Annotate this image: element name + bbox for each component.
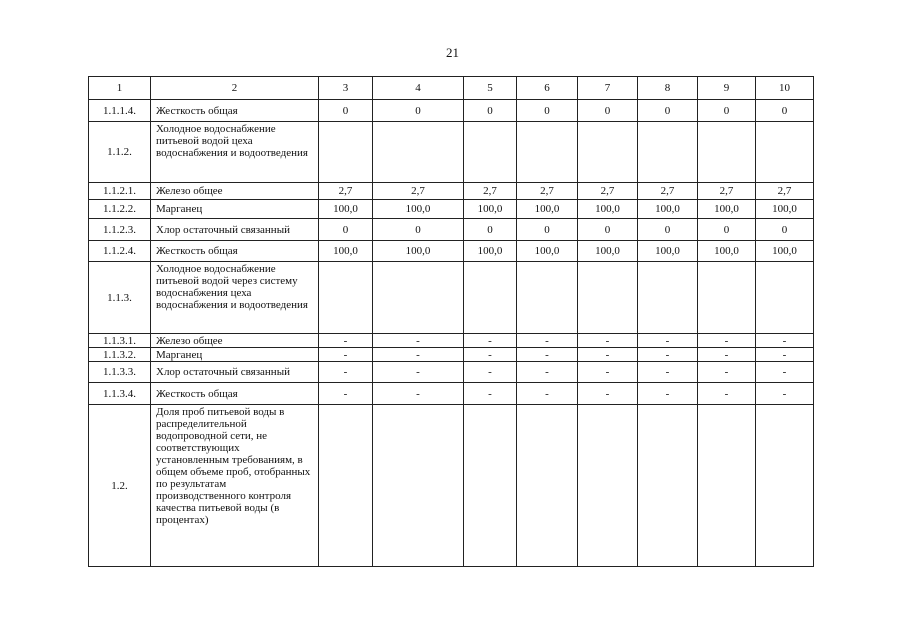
row-value-col-4: - xyxy=(373,334,464,348)
row-code: 1.1.3.4. xyxy=(89,383,151,405)
header-cell: 8 xyxy=(638,77,698,100)
row-indicator-name: Марганец xyxy=(151,200,319,219)
row-value-col-10: 0 xyxy=(756,100,814,122)
row-value-col-4: - xyxy=(373,362,464,383)
row-indicator-name: Железо общее xyxy=(151,334,319,348)
header-cell: 7 xyxy=(578,77,638,100)
row-value-col-10: - xyxy=(756,383,814,405)
row-value-col-5 xyxy=(464,122,517,183)
row-value-col-6: - xyxy=(517,383,578,405)
row-value-col-7: - xyxy=(578,348,638,362)
row-value-col-7: 100,0 xyxy=(578,241,638,262)
row-indicator-name: Жесткость общая xyxy=(151,100,319,122)
header-cell: 1 xyxy=(89,77,151,100)
row-indicator-name: Жесткость общая xyxy=(151,383,319,405)
row-value-col-5 xyxy=(464,405,517,567)
row-indicator-name: Холодное водоснабжение питьевой водой через систему водоснабжения цеха водоснабжения и водоотведения xyxy=(151,262,319,334)
row-value-col-9: 0 xyxy=(698,219,756,241)
header-cell: 9 xyxy=(698,77,756,100)
header-cell: 5 xyxy=(464,77,517,100)
row-value-col-4: 2,7 xyxy=(373,183,464,200)
row-value-col-3: 0 xyxy=(319,100,373,122)
row-value-col-10: 0 xyxy=(756,219,814,241)
table-row xyxy=(89,183,814,200)
table-row xyxy=(89,405,814,567)
row-value-col-6: - xyxy=(517,362,578,383)
row-value-col-9 xyxy=(698,405,756,567)
row-value-col-10: 100,0 xyxy=(756,241,814,262)
table-row xyxy=(89,334,814,348)
row-code: 1.1.3.2. xyxy=(89,348,151,362)
row-value-col-6: 100,0 xyxy=(517,241,578,262)
row-value-col-6: 2,7 xyxy=(517,183,578,200)
row-value-col-7 xyxy=(578,122,638,183)
table-row xyxy=(89,219,814,241)
row-code: 1.1.1.4. xyxy=(89,100,151,122)
row-value-col-8 xyxy=(638,262,698,334)
row-value-col-8: 0 xyxy=(638,100,698,122)
row-value-col-3 xyxy=(319,262,373,334)
row-value-col-10: 2,7 xyxy=(756,183,814,200)
row-value-col-5: 0 xyxy=(464,219,517,241)
table-row xyxy=(89,122,814,183)
row-value-col-5 xyxy=(464,262,517,334)
indicator-table xyxy=(88,76,814,567)
row-value-col-5: - xyxy=(464,383,517,405)
header-cell: 10 xyxy=(756,77,814,100)
row-indicator-name: Доля проб питьевой воды в распределительной водопроводной сети, не соответствующих установленным требованиям, в общем объеме проб, отобранных по результатам производственного контроля качества питьевой воды (в процентах) xyxy=(151,405,319,567)
header-cell: 3 xyxy=(319,77,373,100)
row-value-col-5: - xyxy=(464,362,517,383)
row-value-col-8: - xyxy=(638,362,698,383)
row-value-col-7: 0 xyxy=(578,100,638,122)
row-value-col-4 xyxy=(373,262,464,334)
row-value-col-3: 2,7 xyxy=(319,183,373,200)
row-value-col-9: - xyxy=(698,348,756,362)
row-value-col-4 xyxy=(373,122,464,183)
row-value-col-8 xyxy=(638,122,698,183)
row-value-col-6: - xyxy=(517,348,578,362)
row-code: 1.1.2.1. xyxy=(89,183,151,200)
table-row xyxy=(89,241,814,262)
row-value-col-10: - xyxy=(756,334,814,348)
row-value-col-5: 100,0 xyxy=(464,200,517,219)
row-value-col-5: 100,0 xyxy=(464,241,517,262)
row-value-col-8: 2,7 xyxy=(638,183,698,200)
table-row xyxy=(89,100,814,122)
row-indicator-name: Железо общее xyxy=(151,183,319,200)
row-value-col-4: - xyxy=(373,348,464,362)
row-code: 1.1.2.2. xyxy=(89,200,151,219)
row-value-col-7: 100,0 xyxy=(578,200,638,219)
row-value-col-8 xyxy=(638,405,698,567)
table-row xyxy=(89,348,814,362)
row-value-col-8: - xyxy=(638,383,698,405)
table-row xyxy=(89,362,814,383)
row-indicator-name: Хлор остаточный связанный xyxy=(151,219,319,241)
row-value-col-4: - xyxy=(373,383,464,405)
row-value-col-8: - xyxy=(638,334,698,348)
row-value-col-9: 100,0 xyxy=(698,241,756,262)
row-value-col-10: 100,0 xyxy=(756,200,814,219)
row-value-col-4 xyxy=(373,405,464,567)
row-code: 1.1.2. xyxy=(89,122,151,183)
row-value-col-6 xyxy=(517,122,578,183)
row-value-col-10 xyxy=(756,405,814,567)
row-code: 1.1.3. xyxy=(89,262,151,334)
table-row xyxy=(89,200,814,219)
row-value-col-7: - xyxy=(578,383,638,405)
header-cell: 2 xyxy=(151,77,319,100)
header-cell: 4 xyxy=(373,77,464,100)
row-value-col-8: 0 xyxy=(638,219,698,241)
row-value-col-3: - xyxy=(319,383,373,405)
row-value-col-9: - xyxy=(698,362,756,383)
row-value-col-7: - xyxy=(578,334,638,348)
row-value-col-9: - xyxy=(698,383,756,405)
row-value-col-8: 100,0 xyxy=(638,200,698,219)
row-value-col-10: - xyxy=(756,362,814,383)
row-value-col-9: 2,7 xyxy=(698,183,756,200)
row-value-col-4: 0 xyxy=(373,100,464,122)
row-value-col-9: 100,0 xyxy=(698,200,756,219)
row-value-col-7 xyxy=(578,405,638,567)
row-value-col-6: 0 xyxy=(517,219,578,241)
row-code: 1.2. xyxy=(89,405,151,567)
row-value-col-4: 100,0 xyxy=(373,200,464,219)
row-value-col-3 xyxy=(319,122,373,183)
row-value-col-4: 0 xyxy=(373,219,464,241)
row-code: 1.1.3.1. xyxy=(89,334,151,348)
row-value-col-3: - xyxy=(319,362,373,383)
row-value-col-3: 100,0 xyxy=(319,241,373,262)
row-value-col-8: - xyxy=(638,348,698,362)
row-indicator-name: Хлор остаточный связанный xyxy=(151,362,319,383)
row-value-col-5: 2,7 xyxy=(464,183,517,200)
row-indicator-name: Холодное водоснабжение питьевой водой цеха водоснабжения и водоотведения xyxy=(151,122,319,183)
row-value-col-7: 2,7 xyxy=(578,183,638,200)
row-value-col-9 xyxy=(698,122,756,183)
row-value-col-9 xyxy=(698,262,756,334)
row-value-col-3: - xyxy=(319,334,373,348)
row-value-col-5: 0 xyxy=(464,100,517,122)
row-indicator-name: Жесткость общая xyxy=(151,241,319,262)
row-value-col-3: 0 xyxy=(319,219,373,241)
row-value-col-6 xyxy=(517,405,578,567)
header-cell: 6 xyxy=(517,77,578,100)
row-value-col-6: 0 xyxy=(517,100,578,122)
row-value-col-3: - xyxy=(319,348,373,362)
row-value-col-5: - xyxy=(464,334,517,348)
row-value-col-10: - xyxy=(756,348,814,362)
row-value-col-6: 100,0 xyxy=(517,200,578,219)
row-value-col-7: 0 xyxy=(578,219,638,241)
row-value-col-3: 100,0 xyxy=(319,200,373,219)
row-code: 1.1.2.4. xyxy=(89,241,151,262)
row-value-col-10 xyxy=(756,262,814,334)
row-code: 1.1.3.3. xyxy=(89,362,151,383)
row-value-col-7: - xyxy=(578,362,638,383)
row-code: 1.1.2.3. xyxy=(89,219,151,241)
table-row xyxy=(89,262,814,334)
row-value-col-6 xyxy=(517,262,578,334)
page-number: 21 xyxy=(446,45,459,60)
row-value-col-3 xyxy=(319,405,373,567)
row-value-col-10 xyxy=(756,122,814,183)
row-value-col-5: - xyxy=(464,348,517,362)
row-indicator-name: Марганец xyxy=(151,348,319,362)
row-value-col-8: 100,0 xyxy=(638,241,698,262)
row-value-col-4: 100,0 xyxy=(373,241,464,262)
row-value-col-7 xyxy=(578,262,638,334)
row-value-col-9: - xyxy=(698,334,756,348)
table-header-row xyxy=(89,77,814,100)
row-value-col-9: 0 xyxy=(698,100,756,122)
table-row xyxy=(89,383,814,405)
row-value-col-6: - xyxy=(517,334,578,348)
